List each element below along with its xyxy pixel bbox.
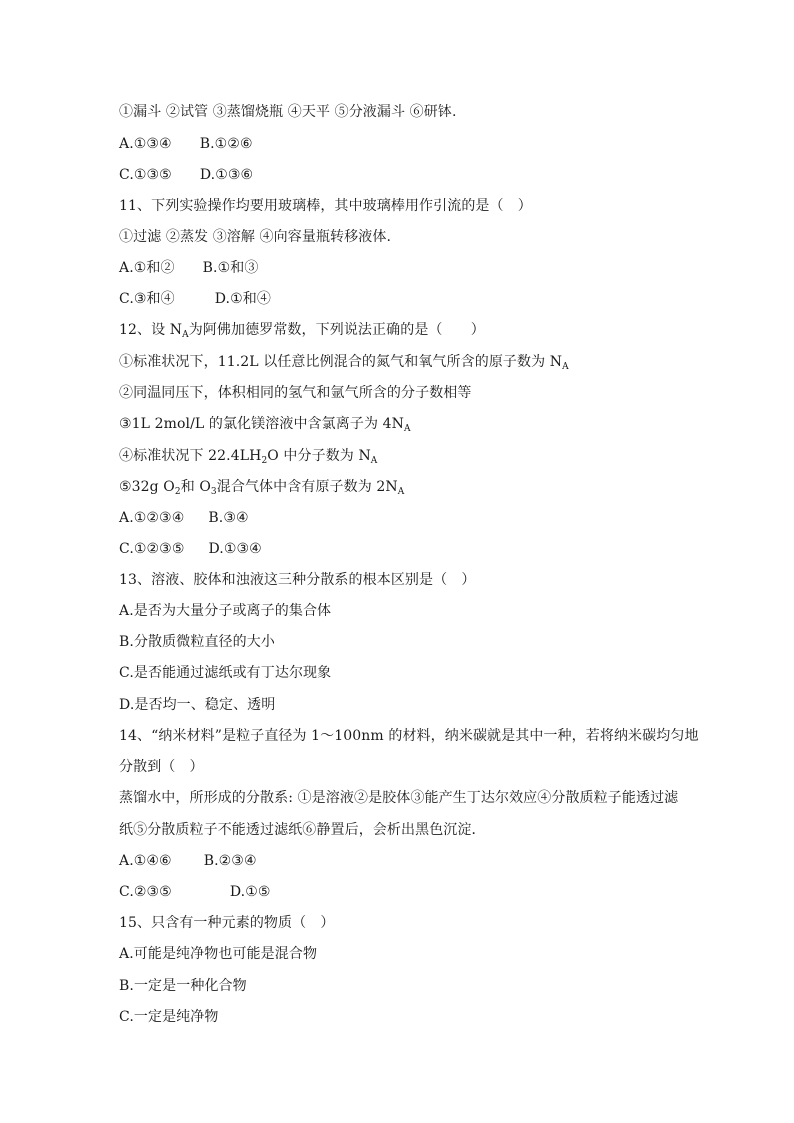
q13-option-b: B.分散质微粒直径的大小: [119, 634, 275, 650]
q15-stem: 15、只含有一种元素的物质（ ）: [119, 915, 335, 931]
q15-option-c: C.一定是纯净物: [119, 1009, 219, 1025]
q12-statement-3: [119, 414, 411, 434]
q12-s4-mid: O 中分子数为 N: [267, 448, 371, 464]
q11-options-row1: [119, 258, 258, 278]
q12-s4-sub1: 2: [261, 456, 268, 466]
q13-option-c: C.是否能通过滤纸或有丁达尔现象: [119, 665, 332, 681]
q12-statement-1: [119, 352, 569, 372]
q11-items: ①过滤 ②蒸发 ③溶解 ④向容量瓶转移液体.: [119, 229, 391, 245]
q10-options-row2: [119, 165, 253, 185]
q15-option-b: B.一定是一种化合物: [119, 978, 247, 994]
q10-option-a: A.①③④: [119, 136, 172, 152]
q12-s4-sub2: A: [370, 456, 378, 466]
q12-option-a: A.①②③④: [119, 510, 185, 526]
q14-option-d: D.①⑤: [229, 884, 271, 900]
q13-option-d: D.是否均一、稳定、透明: [119, 697, 276, 713]
q10-option-b: B.①②⑥: [199, 136, 253, 152]
q12-s5-mid2: 混合气体中含有原子数为 2N: [216, 479, 398, 495]
q12-s1-text: ①标准状况下，11.2L 以任意比例混合的氮气和氧气所含的原子数为 N: [119, 354, 563, 370]
q10-options-row1: [119, 134, 253, 154]
q14-options-row1: [119, 851, 257, 871]
q11-option-d: D.①和④: [214, 291, 271, 307]
q13-stem: 13、溶液、胶体和浊液这三种分散系的根本区别是（ ）: [119, 572, 476, 588]
q12-s5-sub1: 2: [174, 487, 181, 497]
q11-option-b: B.①和③: [202, 260, 259, 276]
q11-options-row2: [119, 289, 271, 309]
q14-options-row2: [119, 882, 271, 902]
q12-s5-mid: 和 O: [180, 479, 211, 495]
q12-stem: [119, 320, 485, 340]
q12-s4-pre: ④标准状况下 22.4LH: [119, 448, 262, 464]
q15-option-a: A.可能是纯净物也可能是混合物: [119, 946, 318, 962]
q12-options-row1: [119, 508, 249, 528]
q12-stem-pre: 12、设 N: [119, 322, 183, 338]
q12-option-c: C.①②③⑤: [119, 541, 185, 557]
q12-s5-pre: ⑤32g O: [119, 479, 175, 495]
q11-option-a: A.①和②: [119, 260, 175, 276]
q12-stem-post: 为阿佛加德罗常数，下列说法正确的是（ ）: [188, 322, 485, 338]
q12-option-b: B.③④: [208, 510, 249, 526]
q12-s5-sub2: 3: [210, 487, 217, 497]
q14-stem-line3: 蒸馏水中，所形成的分散系: ①是溶液②是胶体③能产生丁达尔效应④分散质粒子能透过滤: [119, 790, 679, 806]
q14-stem-line2: 分散到（ ）: [119, 759, 204, 775]
q12-s3-sub: A: [403, 424, 411, 434]
q12-option-d: D.①③④: [208, 541, 262, 557]
q10-option-d: D.①③⑥: [199, 167, 254, 183]
q12-s5-sub3: A: [397, 487, 405, 497]
q14-stem-line1: 14、“纳米材料”是粒子直径为 1～100nm 的材料，纳米碳就是其中一种，若将纳米碳均匀地: [119, 728, 699, 744]
q11-option-c: C.③和④: [119, 291, 175, 307]
q13-option-a: A.是否为大量分子或离子的集合体: [119, 603, 332, 619]
q14-option-b: B.②③④: [203, 853, 257, 869]
q11-stem: 11、下列实验操作均要用玻璃棒，其中玻璃棒用作引流的是（ ）: [119, 198, 532, 214]
q12-statement-5: [119, 477, 404, 497]
q12-stem-sub: A: [182, 330, 189, 340]
q14-option-c: C.②③⑤: [119, 884, 172, 900]
q12-statement-2: ②同温同压下，体积相同的氢气和氩气所含的分子数相等: [119, 385, 472, 401]
q14-stem-line4: 纸⑤分散质粒子不能透过滤纸⑥静置后，会析出黑色沉淀．: [119, 822, 486, 838]
q10-option-c: C.①③⑤: [119, 167, 172, 183]
q10-items: ①漏斗 ②试管 ③蒸馏烧瓶 ④天平 ⑤分液漏斗 ⑥研钵.: [119, 104, 457, 120]
q12-s3-text: ③1L 2mol/L 的氯化镁溶液中含氯离子为 4N: [119, 416, 404, 432]
q14-option-a: A.①④⑥: [119, 853, 172, 869]
q12-statement-4: [119, 446, 377, 466]
q12-s1-sub: A: [562, 362, 569, 372]
q12-options-row2: [119, 539, 262, 559]
